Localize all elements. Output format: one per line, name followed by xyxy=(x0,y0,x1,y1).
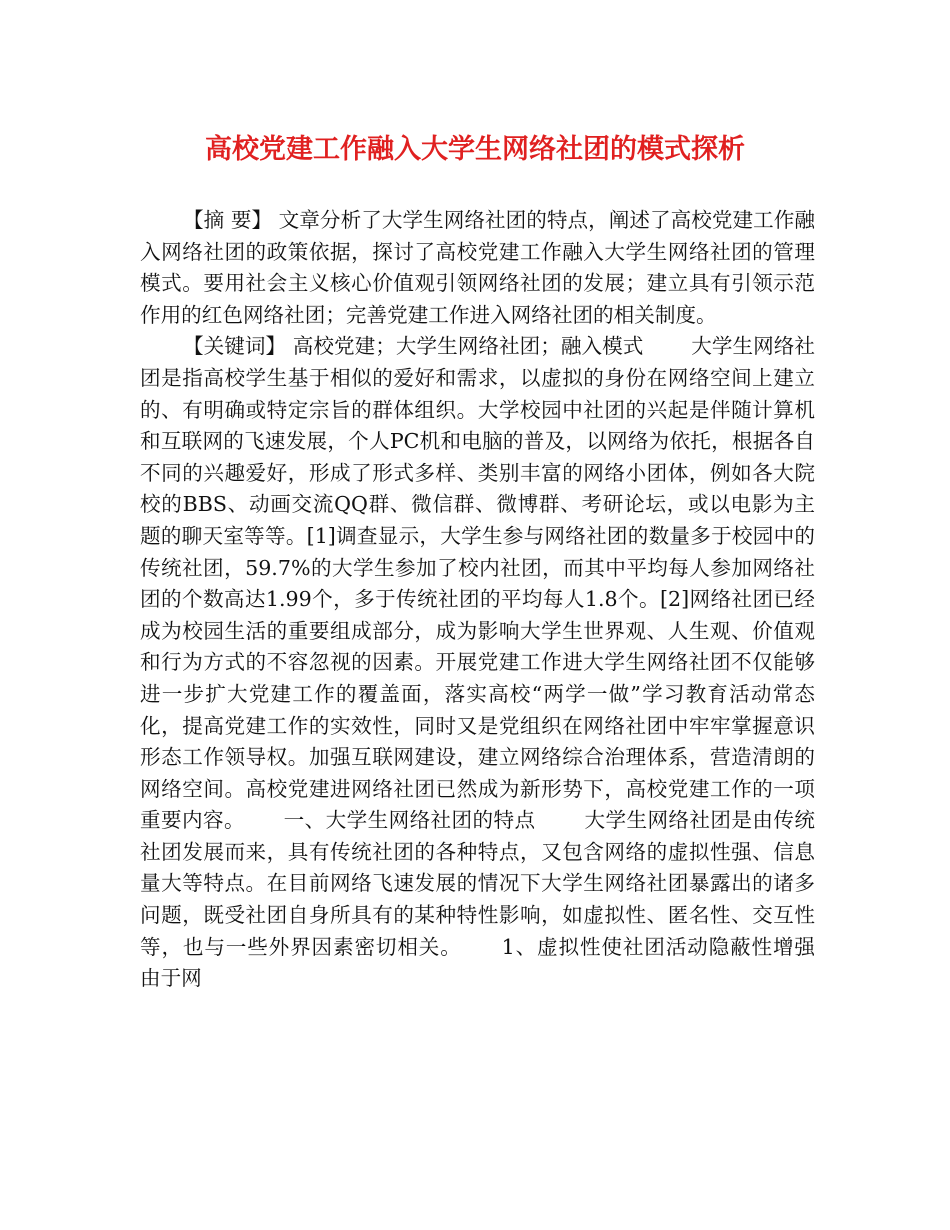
document-body xyxy=(140,205,863,995)
keywords-and-body-paragraph: 【关键词】 高校党建；大学生网络社团；融入模式 大学生网络社团是指高校学生基于相似的爱好和需求，以虚拟的身份在网络空间上建立的、有明确或特定宗旨的群体组织。大学校园中社团的兴起是伴随计算机和互联网的飞速发展，个人PC机和电脑的普及，以网络为依托，根据各自不同的兴趣爱好，形成了形式多样、类别丰富的网络小团体，例如各大院校的BBS、动画交流QQ群、微信群、微博群、考研论坛，或以电影为主题的聊天室等等。[1]调查显示，大学生参与网络社团的数量多于校园中的传统社团，59.7%的大学生参加了校内社团，而其中平均每人参加网络社团的个数高达1.99个，多于传统社团的平均每人1.8个。[2]网络社团已经成为校园生活的重要组成部分，成为影响大学生世界观、人生观、价值观和行为方式的不容忽视的因素。开展党建工作进大学生网络社团不仅能够进一步扩大党建工作的覆盖面，落实高校“两学一做”学习教育活动常态化，提高党建工作的实效性，同时又是党组织在网络社团中牢牢掌握意识形态工作领导权。加强互联网建设，建立网络综合治理体系，营造清朗的网络空间。高校党建进网络社团已然成为新形势下，高校党建工作的一项重要内容。 一、大学生网络社团的特点 大学生网络社团是由传统社团发展而来，具有传统社团的各种特点，又包含网络的虚拟性强、信息量大等特点。在目前网络飞速发展的情况下大学生网络社团暴露出的诸多问题，既受社团自身所具有的某种特性影响，如虚拟性、匿名性、交互性等，也与一些外界因素密切相关。 1、虚拟性使社团活动隐蔽性增强 由于网 xyxy=(140,334,863,991)
abstract-paragraph: 【摘 要】 文章分析了大学生网络社团的特点，阐述了高校党建工作融入网络社团的政策依据，探讨了高校党建工作融入大学生网络社团的管理模式。要用社会主义核心价值观引领网络社团的发展；建立具有引领示范作用的红色网络社团；完善党建工作进入网络社团的相关制度。 xyxy=(140,208,815,327)
document-title: 高校党建工作融入大学生网络社团的模式探析 xyxy=(205,134,745,165)
